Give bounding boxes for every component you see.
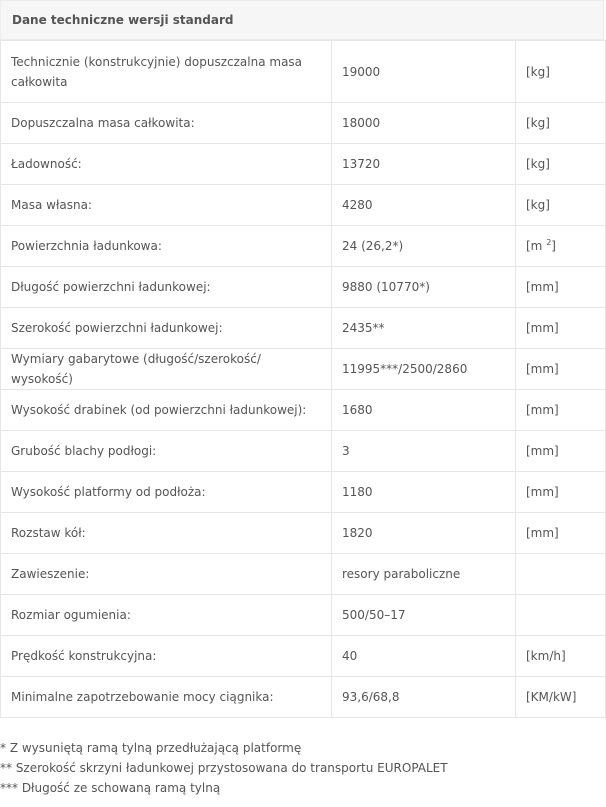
spec-label: Wysokość drabinek (od powierzchni ładunkowej): <box>1 390 332 431</box>
spec-title: Dane techniczne wersji standard <box>12 13 234 27</box>
spec-header <box>0 0 604 40</box>
spec-label: Minimalne zapotrzebowanie mocy ciągnika: <box>1 677 332 718</box>
table-row <box>1 431 606 472</box>
spec-label: Masa własna: <box>1 185 332 226</box>
unit-close: ] <box>551 239 556 253</box>
table-row <box>1 595 606 636</box>
unit-text: [m <box>526 239 547 253</box>
spec-label: Grubość blachy podłogi: <box>1 431 332 472</box>
footnote: * Z wysuniętą ramą tylną przedłużającą platformę <box>0 741 302 755</box>
spec-label: Zawieszenie: <box>1 554 332 595</box>
spec-label: Wymiary gabarytowe (długość/szerokość/ wysokość) <box>1 349 332 390</box>
spec-value: 2435** <box>332 308 516 349</box>
table-row <box>1 267 606 308</box>
spec-label: Wysokość platformy od podłoża: <box>1 472 332 513</box>
spec-value: 18000 <box>332 103 516 144</box>
spec-label: Powierzchnia ładunkowa: <box>1 226 332 267</box>
table-row <box>1 349 606 390</box>
spec-value: 1820 <box>332 513 516 554</box>
spec-value: 11995***/2500/2860 <box>332 349 516 390</box>
spec-value: 24 (26,2*) <box>332 226 516 267</box>
spec-value: 4280 <box>332 185 516 226</box>
spec-unit: [mm] <box>516 267 606 308</box>
spec-value: 9880 (10770*) <box>332 267 516 308</box>
spec-label: Rozmiar ogumienia: <box>1 595 332 636</box>
spec-unit: [mm] <box>516 308 606 349</box>
table-row <box>1 513 606 554</box>
spec-label: Rozstaw kół: <box>1 513 332 554</box>
spec-value: 93,6/68,8 <box>332 677 516 718</box>
spec-unit <box>516 595 606 636</box>
table-row <box>1 308 606 349</box>
spec-unit: [kg] <box>516 41 606 103</box>
spec-unit: [kg] <box>516 144 606 185</box>
table-row <box>1 41 606 103</box>
spec-unit: [mm] <box>516 349 606 390</box>
spec-unit: [kg] <box>516 185 606 226</box>
spec-label: Technicznie (konstrukcyjnie) dopuszczalna masa całkowita <box>1 41 332 103</box>
table-row <box>1 103 606 144</box>
spec-unit <box>516 554 606 595</box>
spec-unit: [KM/kW] <box>516 677 606 718</box>
table-row <box>1 554 606 595</box>
spec-value: 1680 <box>332 390 516 431</box>
table-row <box>1 144 606 185</box>
footnotes <box>0 738 606 798</box>
spec-label: Prędkość konstrukcyjna: <box>1 636 332 677</box>
spec-unit: [mm] <box>516 513 606 554</box>
spec-value: 40 <box>332 636 516 677</box>
spec-table <box>0 40 606 718</box>
spec-unit: [mm] <box>516 390 606 431</box>
table-row <box>1 636 606 677</box>
spec-label: Dopuszczalna masa całkowita: <box>1 103 332 144</box>
spec-unit: [km/h] <box>516 636 606 677</box>
footnote: ** Szerokość skrzyni ładunkowej przystosowana do transportu EUROPALET <box>0 761 448 775</box>
spec-label: Długość powierzchni ładunkowej: <box>1 267 332 308</box>
spec-unit: [mm] <box>516 431 606 472</box>
table-row <box>1 677 606 718</box>
spec-value: resory paraboliczne <box>332 554 516 595</box>
table-row <box>1 185 606 226</box>
spec-value: 13720 <box>332 144 516 185</box>
footnote: *** Długość ze schowaną ramą tylną <box>0 781 221 795</box>
spec-value: 500/50–17 <box>332 595 516 636</box>
table-row <box>1 390 606 431</box>
table-row <box>1 226 606 267</box>
spec-unit <box>516 226 606 267</box>
spec-label: Szerokość powierzchni ładunkowej: <box>1 308 332 349</box>
spec-unit: [kg] <box>516 103 606 144</box>
spec-value: 19000 <box>332 41 516 103</box>
spec-value: 1180 <box>332 472 516 513</box>
table-row <box>1 472 606 513</box>
spec-label: Ładowność: <box>1 144 332 185</box>
unit-superscript: 2 <box>546 238 552 247</box>
spec-unit: [mm] <box>516 472 606 513</box>
spec-value: 3 <box>332 431 516 472</box>
